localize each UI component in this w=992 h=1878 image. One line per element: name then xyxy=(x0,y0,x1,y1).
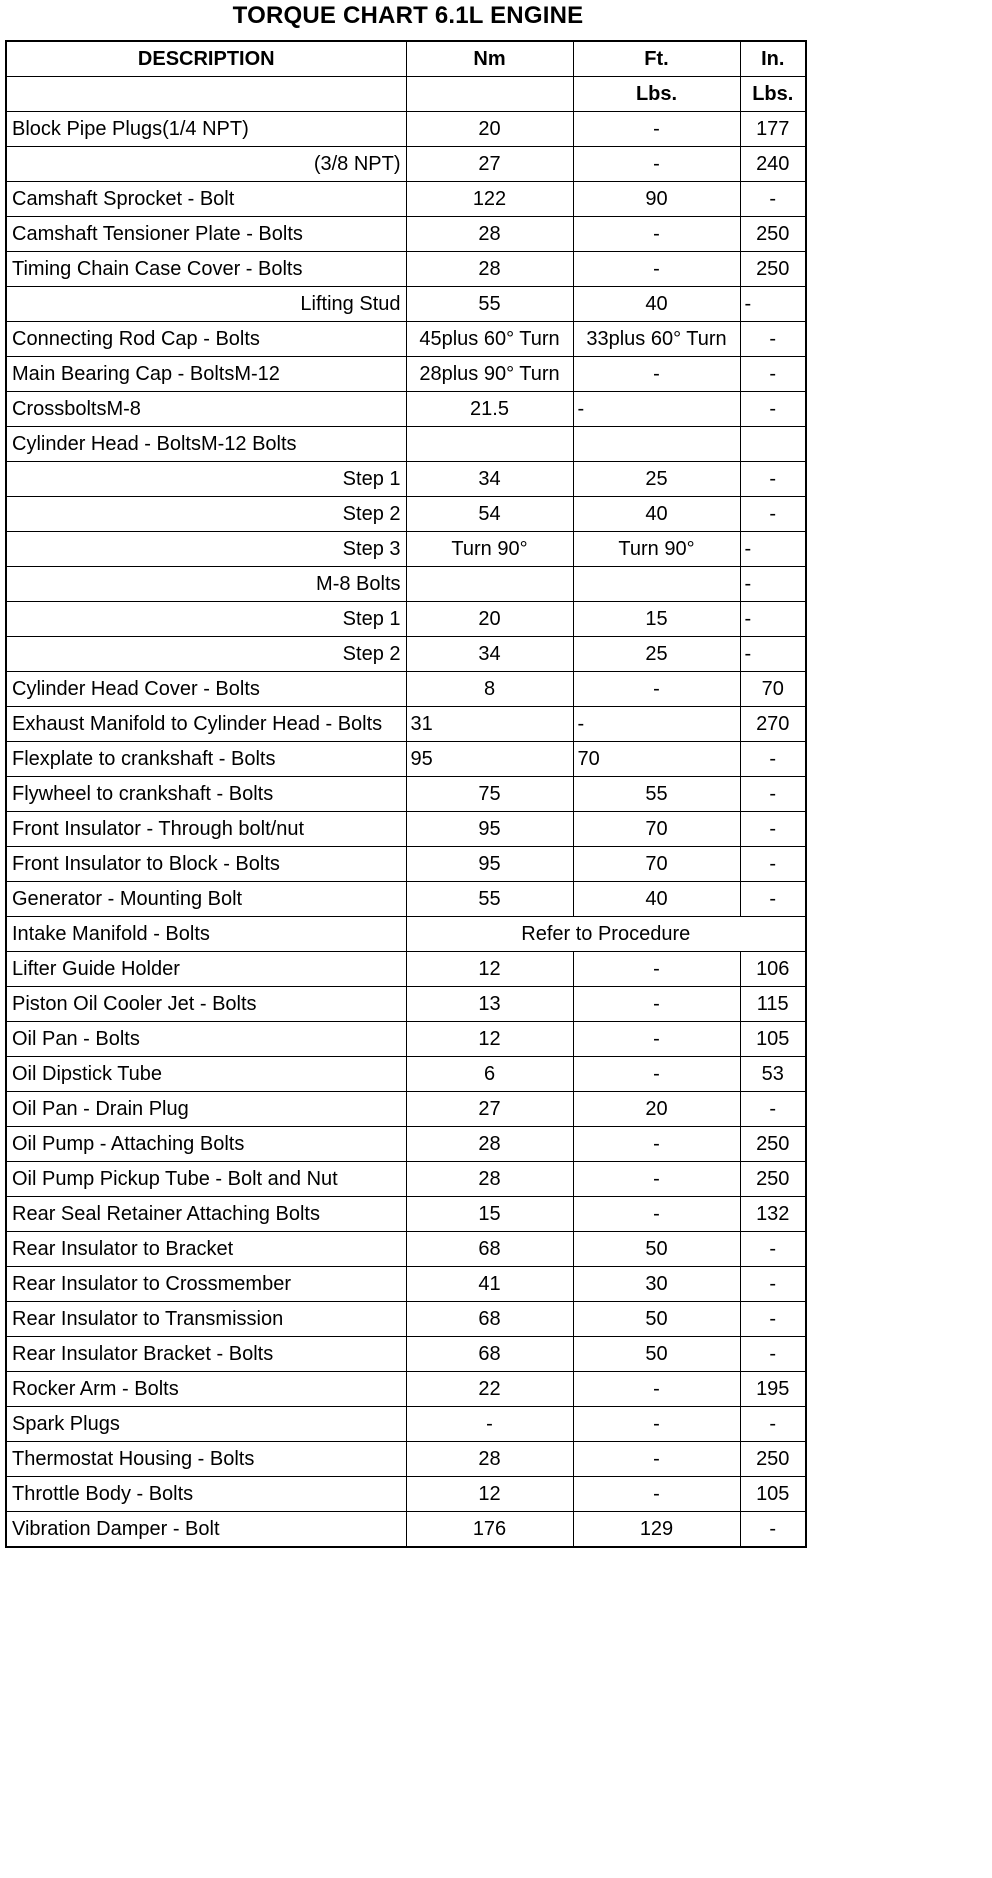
cell-ft-lbs: 25 xyxy=(573,462,740,497)
cell-in-lbs: - xyxy=(740,1232,806,1267)
cell-in-lbs: - xyxy=(740,1092,806,1127)
cell-in-lbs: - xyxy=(740,812,806,847)
table-row xyxy=(6,287,806,322)
table-row xyxy=(6,602,806,637)
table-row xyxy=(6,1057,806,1092)
header-description-units xyxy=(6,77,406,112)
cell-in-lbs: 105 xyxy=(740,1022,806,1057)
table-row xyxy=(6,1442,806,1477)
cell-description: Rear Insulator Bracket - Bolts xyxy=(6,1337,406,1372)
cell-nm: 45plus 60° Turn xyxy=(406,322,573,357)
table-row xyxy=(6,1127,806,1162)
cell-nm xyxy=(406,567,573,602)
cell-ft-lbs: - xyxy=(573,952,740,987)
cell-nm: 176 xyxy=(406,1512,573,1548)
cell-description: CrossboltsM-8 xyxy=(6,392,406,427)
table-row xyxy=(6,812,806,847)
cell-nm: 34 xyxy=(406,462,573,497)
cell-description: Oil Pump Pickup Tube - Bolt and Nut xyxy=(6,1162,406,1197)
cell-description: Rocker Arm - Bolts xyxy=(6,1372,406,1407)
cell-description: Oil Pan - Bolts xyxy=(6,1022,406,1057)
cell-description: Flexplate to crankshaft - Bolts xyxy=(6,742,406,777)
cell-description: Front Insulator - Through bolt/nut xyxy=(6,812,406,847)
cell-description: Cylinder Head Cover - Bolts xyxy=(6,672,406,707)
cell-in-lbs: - xyxy=(740,1407,806,1442)
table-row xyxy=(6,777,806,812)
cell-nm: Turn 90° xyxy=(406,532,573,567)
cell-nm: 75 xyxy=(406,777,573,812)
table-row xyxy=(6,637,806,672)
cell-nm: 20 xyxy=(406,112,573,147)
cell-description: Thermostat Housing - Bolts xyxy=(6,1442,406,1477)
cell-ft-lbs: Turn 90° xyxy=(573,532,740,567)
table-row xyxy=(6,217,806,252)
cell-nm: 28plus 90° Turn xyxy=(406,357,573,392)
table-row xyxy=(6,462,806,497)
table-row xyxy=(6,1197,806,1232)
cell-nm: 12 xyxy=(406,1477,573,1512)
cell-ft-lbs: - xyxy=(573,392,740,427)
header-in-units: Lbs. xyxy=(740,77,806,112)
table-row xyxy=(6,1512,806,1548)
cell-description: Oil Dipstick Tube xyxy=(6,1057,406,1092)
cell-nm: 20 xyxy=(406,602,573,637)
cell-description: Generator - Mounting Bolt xyxy=(6,882,406,917)
cell-ft-lbs: - xyxy=(573,1372,740,1407)
cell-ft-lbs: 33plus 60° Turn xyxy=(573,322,740,357)
cell-description: Rear Insulator to Crossmember xyxy=(6,1267,406,1302)
cell-ft-lbs: - xyxy=(573,1407,740,1442)
cell-in-lbs: - xyxy=(740,462,806,497)
cell-nm: 34 xyxy=(406,637,573,672)
table-row xyxy=(6,987,806,1022)
cell-description: Lifting Stud xyxy=(6,287,406,322)
cell-ft-lbs: 50 xyxy=(573,1337,740,1372)
cell-in-lbs: 70 xyxy=(740,672,806,707)
cell-ft-lbs: - xyxy=(573,1442,740,1477)
cell-ft-lbs: - xyxy=(573,1022,740,1057)
cell-ft-lbs xyxy=(573,427,740,462)
header-in: In. xyxy=(740,41,806,77)
cell-nm: 54 xyxy=(406,497,573,532)
cell-nm xyxy=(406,427,573,462)
torque-table xyxy=(5,40,807,1548)
cell-nm: 27 xyxy=(406,147,573,182)
cell-nm: 55 xyxy=(406,882,573,917)
cell-in-lbs: - xyxy=(740,882,806,917)
cell-ft-lbs: - xyxy=(573,672,740,707)
cell-note: Refer to Procedure xyxy=(406,917,806,952)
cell-nm: 21.5 xyxy=(406,392,573,427)
cell-ft-lbs: 30 xyxy=(573,1267,740,1302)
table-row xyxy=(6,112,806,147)
cell-description: Rear Seal Retainer Attaching Bolts xyxy=(6,1197,406,1232)
cell-in-lbs: 132 xyxy=(740,1197,806,1232)
cell-description: Timing Chain Case Cover - Bolts xyxy=(6,252,406,287)
cell-nm: - xyxy=(406,1407,573,1442)
cell-ft-lbs: - xyxy=(573,987,740,1022)
cell-description: Rear Insulator to Bracket xyxy=(6,1232,406,1267)
header-ft-units: Lbs. xyxy=(573,77,740,112)
cell-in-lbs: - xyxy=(740,1302,806,1337)
cell-ft-lbs: 50 xyxy=(573,1232,740,1267)
table-row xyxy=(6,1267,806,1302)
cell-ft-lbs: 90 xyxy=(573,182,740,217)
cell-description: Step 2 xyxy=(6,637,406,672)
cell-nm: 95 xyxy=(406,742,573,777)
header-nm-units xyxy=(406,77,573,112)
cell-in-lbs: - xyxy=(740,637,806,672)
cell-nm: 28 xyxy=(406,1127,573,1162)
cell-description: Step 2 xyxy=(6,497,406,532)
cell-ft-lbs: - xyxy=(573,1127,740,1162)
cell-nm: 8 xyxy=(406,672,573,707)
header-description: DESCRIPTION xyxy=(6,41,406,77)
table-row xyxy=(6,1022,806,1057)
header-row xyxy=(6,41,806,77)
cell-ft-lbs: 20 xyxy=(573,1092,740,1127)
cell-ft-lbs xyxy=(573,567,740,602)
cell-in-lbs: 177 xyxy=(740,112,806,147)
cell-in-lbs: - xyxy=(740,497,806,532)
cell-ft-lbs: - xyxy=(573,252,740,287)
cell-in-lbs: - xyxy=(740,532,806,567)
table-row xyxy=(6,322,806,357)
header-row-units xyxy=(6,77,806,112)
cell-nm: 41 xyxy=(406,1267,573,1302)
cell-description: Lifter Guide Holder xyxy=(6,952,406,987)
cell-in-lbs: 250 xyxy=(740,217,806,252)
cell-in-lbs: 240 xyxy=(740,147,806,182)
table-row xyxy=(6,567,806,602)
cell-ft-lbs: 40 xyxy=(573,497,740,532)
cell-in-lbs: 106 xyxy=(740,952,806,987)
cell-nm: 55 xyxy=(406,287,573,322)
cell-ft-lbs: - xyxy=(573,112,740,147)
cell-description: Camshaft Tensioner Plate - Bolts xyxy=(6,217,406,252)
cell-ft-lbs: 25 xyxy=(573,637,740,672)
table-row xyxy=(6,497,806,532)
cell-in-lbs: - xyxy=(740,602,806,637)
cell-description: Step 1 xyxy=(6,602,406,637)
table-row xyxy=(6,1337,806,1372)
table-row xyxy=(6,1407,806,1442)
cell-ft-lbs: - xyxy=(573,217,740,252)
cell-nm: 28 xyxy=(406,217,573,252)
cell-ft-lbs: 50 xyxy=(573,1302,740,1337)
cell-nm: 95 xyxy=(406,812,573,847)
cell-nm: 68 xyxy=(406,1337,573,1372)
table-row xyxy=(6,742,806,777)
cell-nm: 122 xyxy=(406,182,573,217)
cell-in-lbs: - xyxy=(740,567,806,602)
cell-in-lbs: - xyxy=(740,1512,806,1548)
cell-description: Throttle Body - Bolts xyxy=(6,1477,406,1512)
cell-in-lbs: - xyxy=(740,1267,806,1302)
cell-description: Cylinder Head - BoltsM-12 Bolts xyxy=(6,427,406,462)
cell-ft-lbs: 70 xyxy=(573,742,740,777)
cell-in-lbs: - xyxy=(740,1337,806,1372)
cell-description: (3/8 NPT) xyxy=(6,147,406,182)
table-row xyxy=(6,427,806,462)
table-row xyxy=(6,182,806,217)
cell-in-lbs: 250 xyxy=(740,1442,806,1477)
cell-in-lbs: 115 xyxy=(740,987,806,1022)
table-row xyxy=(6,1232,806,1267)
table-row xyxy=(6,252,806,287)
cell-nm: 68 xyxy=(406,1302,573,1337)
cell-description: Camshaft Sprocket - Bolt xyxy=(6,182,406,217)
cell-in-lbs: 250 xyxy=(740,252,806,287)
cell-ft-lbs: 40 xyxy=(573,287,740,322)
cell-in-lbs: 250 xyxy=(740,1127,806,1162)
cell-nm: 22 xyxy=(406,1372,573,1407)
cell-description: Oil Pump - Attaching Bolts xyxy=(6,1127,406,1162)
cell-nm: 31 xyxy=(406,707,573,742)
cell-description: Exhaust Manifold to Cylinder Head - Bolts xyxy=(6,707,406,742)
cell-nm: 15 xyxy=(406,1197,573,1232)
cell-in-lbs: 195 xyxy=(740,1372,806,1407)
table-row xyxy=(6,532,806,567)
cell-ft-lbs: 129 xyxy=(573,1512,740,1548)
table-row xyxy=(6,917,806,952)
cell-in-lbs: - xyxy=(740,182,806,217)
cell-in-lbs xyxy=(740,427,806,462)
cell-description: Flywheel to crankshaft - Bolts xyxy=(6,777,406,812)
table-row xyxy=(6,1477,806,1512)
table-row xyxy=(6,952,806,987)
cell-in-lbs: - xyxy=(740,742,806,777)
cell-description: Main Bearing Cap - BoltsM-12 xyxy=(6,357,406,392)
cell-description: Intake Manifold - Bolts xyxy=(6,917,406,952)
cell-in-lbs: - xyxy=(740,777,806,812)
cell-nm: 13 xyxy=(406,987,573,1022)
cell-description: Step 3 xyxy=(6,532,406,567)
table-row xyxy=(6,1302,806,1337)
cell-nm: 95 xyxy=(406,847,573,882)
cell-in-lbs: 250 xyxy=(740,1162,806,1197)
cell-nm: 12 xyxy=(406,1022,573,1057)
cell-nm: 12 xyxy=(406,952,573,987)
cell-in-lbs: 105 xyxy=(740,1477,806,1512)
cell-description: Step 1 xyxy=(6,462,406,497)
cell-ft-lbs: - xyxy=(573,357,740,392)
cell-description: M-8 Bolts xyxy=(6,567,406,602)
cell-ft-lbs: - xyxy=(573,1057,740,1092)
table-row xyxy=(6,147,806,182)
chart-title: TORQUE CHART 6.1L ENGINE xyxy=(232,2,584,29)
table-row xyxy=(6,1162,806,1197)
cell-description: Front Insulator to Block - Bolts xyxy=(6,847,406,882)
cell-nm: 68 xyxy=(406,1232,573,1267)
header-nm: Nm xyxy=(406,41,573,77)
cell-description: Spark Plugs xyxy=(6,1407,406,1442)
cell-in-lbs: - xyxy=(740,392,806,427)
table-row xyxy=(6,672,806,707)
table-row xyxy=(6,392,806,427)
cell-ft-lbs: - xyxy=(573,1477,740,1512)
table-row xyxy=(6,357,806,392)
cell-in-lbs: 53 xyxy=(740,1057,806,1092)
table-row xyxy=(6,1092,806,1127)
table-row xyxy=(6,1372,806,1407)
cell-ft-lbs: - xyxy=(573,147,740,182)
table-row xyxy=(6,847,806,882)
cell-nm: 27 xyxy=(406,1092,573,1127)
cell-ft-lbs: 70 xyxy=(573,812,740,847)
header-ft: Ft. xyxy=(573,41,740,77)
cell-description: Vibration Damper - Bolt xyxy=(6,1512,406,1548)
cell-ft-lbs: 55 xyxy=(573,777,740,812)
cell-nm: 28 xyxy=(406,252,573,287)
cell-description: Block Pipe Plugs(1/4 NPT) xyxy=(6,112,406,147)
cell-ft-lbs: - xyxy=(573,1162,740,1197)
cell-nm: 28 xyxy=(406,1162,573,1197)
cell-ft-lbs: 40 xyxy=(573,882,740,917)
cell-nm: 28 xyxy=(406,1442,573,1477)
cell-description: Oil Pan - Drain Plug xyxy=(6,1092,406,1127)
cell-description: Connecting Rod Cap - Bolts xyxy=(6,322,406,357)
cell-in-lbs: - xyxy=(740,847,806,882)
cell-in-lbs: 270 xyxy=(740,707,806,742)
cell-description: Piston Oil Cooler Jet - Bolts xyxy=(6,987,406,1022)
cell-in-lbs: - xyxy=(740,287,806,322)
table-row xyxy=(6,707,806,742)
cell-ft-lbs: - xyxy=(573,707,740,742)
cell-nm: 6 xyxy=(406,1057,573,1092)
cell-ft-lbs: - xyxy=(573,1197,740,1232)
cell-ft-lbs: 70 xyxy=(573,847,740,882)
cell-description: Rear Insulator to Transmission xyxy=(6,1302,406,1337)
cell-in-lbs: - xyxy=(740,322,806,357)
cell-ft-lbs: 15 xyxy=(573,602,740,637)
table-row xyxy=(6,882,806,917)
cell-in-lbs: - xyxy=(740,357,806,392)
